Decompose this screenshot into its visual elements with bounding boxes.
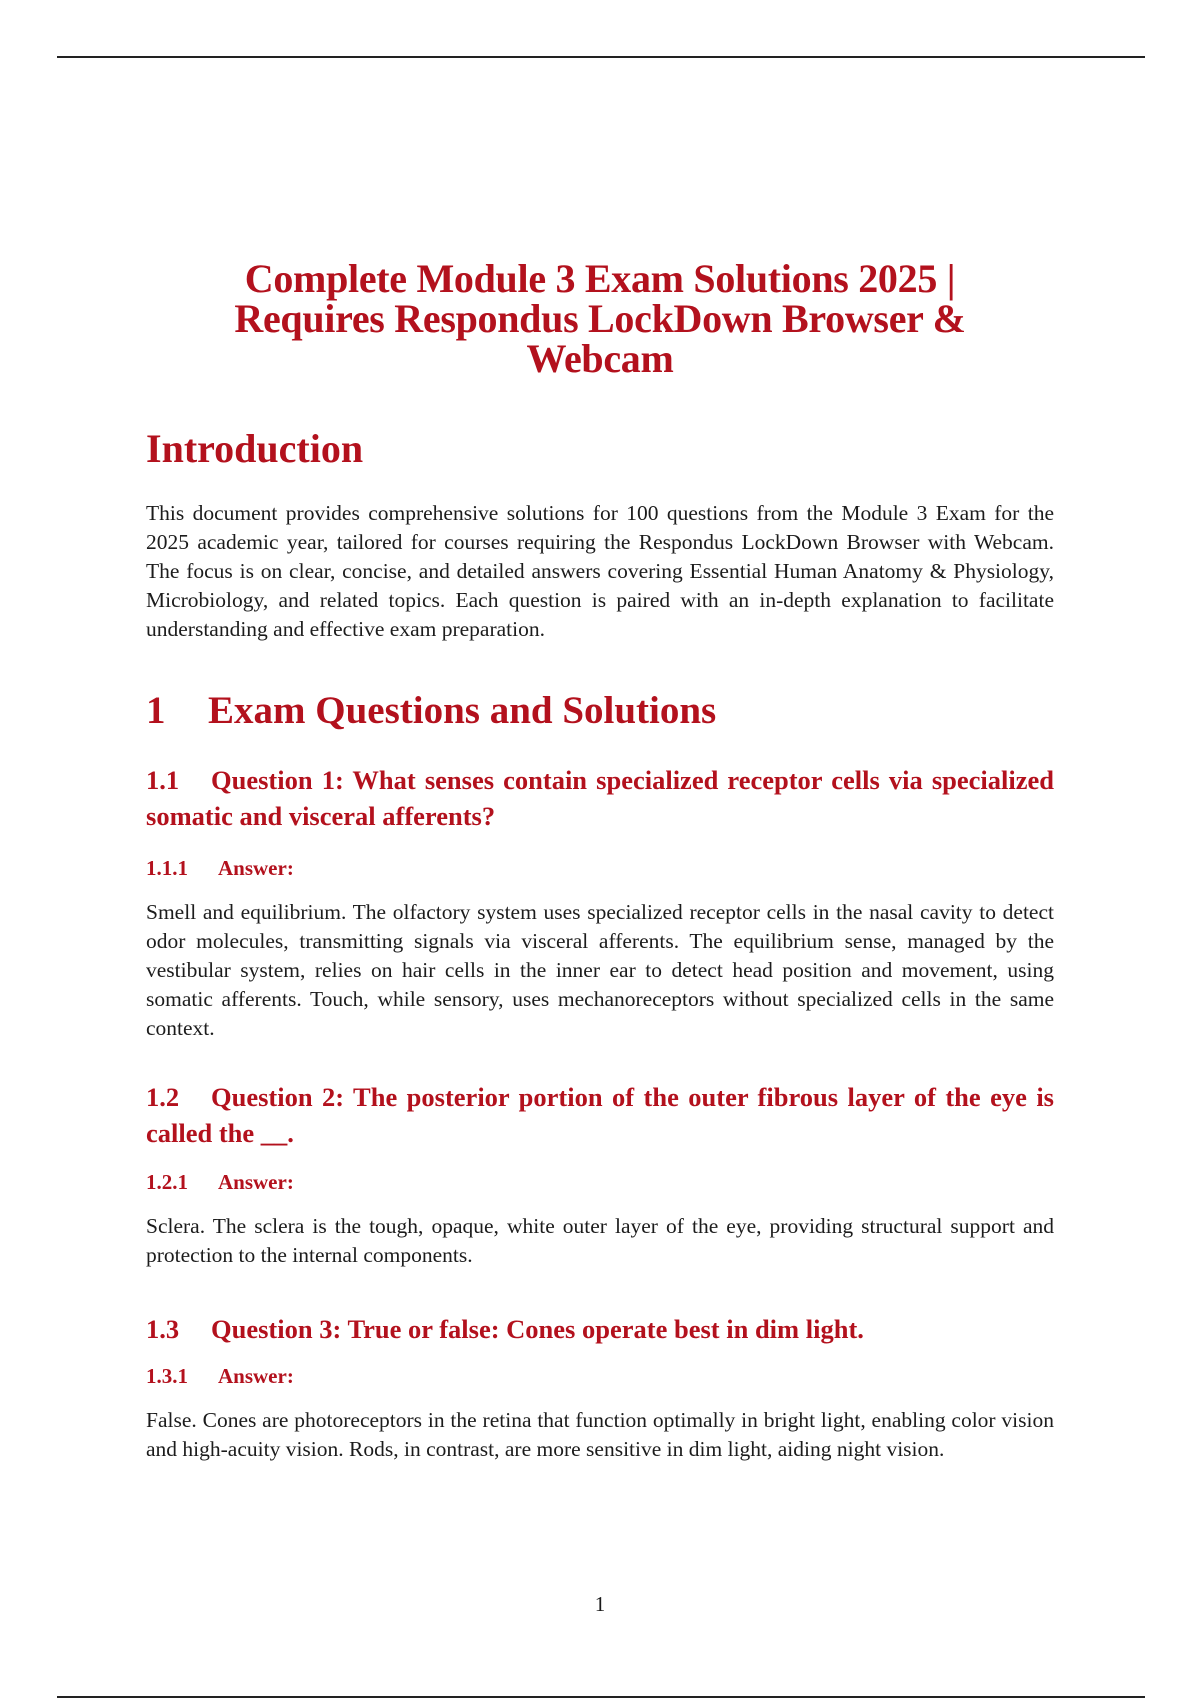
answer-label: Answer: <box>218 1364 294 1388</box>
question-number: 1.1 <box>146 765 180 795</box>
footer-rule <box>57 1696 1145 1698</box>
question-text: Question 1: What senses contain specialized receptor cells via specialized somatic and visceral afferents? <box>146 765 1054 831</box>
title-line: Requires Respondus LockDown Browser & <box>234 295 966 341</box>
introduction-heading: Introduction <box>146 426 364 471</box>
question-heading <box>146 762 1054 834</box>
section-title: Exam Questions and Solutions <box>208 689 717 732</box>
answer-heading <box>146 1362 294 1390</box>
question-text: Question 2: The posterior portion of the outer fibrous layer of the eye is called the __. <box>146 1082 1054 1148</box>
answer-heading <box>146 1168 294 1196</box>
section-heading <box>146 688 716 734</box>
answer-number: 1.2.1 <box>146 1170 188 1194</box>
question-heading <box>146 1311 1054 1347</box>
question-heading <box>146 1079 1054 1151</box>
answer-paragraph: Smell and equilibrium. The olfactory system uses specialized receptor cells in the nasal cavity to detect odor molecules, transmitting signals via visceral afferents. The equilibrium sense, managed by the vestibular system, relies on hair cells in the inner ear to detect head position and movement, using somatic afferents. Touch, while sensory, uses mechanoreceptors without specialized cells in the same context. <box>146 900 1054 1040</box>
question-text: Question 3: True or false: Cones operate best in dim light. <box>211 1314 864 1344</box>
title-line: Complete Module 3 Exam Solutions 2025 | <box>244 255 956 301</box>
title-line: Webcam <box>526 335 674 381</box>
answer-number: 1.3.1 <box>146 1364 188 1388</box>
question-number: 1.2 <box>146 1082 180 1112</box>
answer-heading <box>146 854 294 882</box>
answer-number: 1.1.1 <box>146 856 188 880</box>
answer-label: Answer: <box>218 856 294 880</box>
page-number: 1 <box>594 1592 606 1616</box>
answer-label: Answer: <box>218 1170 294 1194</box>
answer-paragraph: Sclera. The sclera is the tough, opaque, white outer layer of the eye, providing structural support and protection to the internal components. <box>146 1214 1054 1267</box>
section-number: 1 <box>146 689 166 732</box>
answer-paragraph: False. Cones are photoreceptors in the retina that function optimally in bright light, enabling color vision and high-acuity vision. Rods, in contrast, are more sensitive in dim light, aiding night vision. <box>146 1408 1054 1461</box>
document-title <box>146 255 1054 381</box>
introduction-paragraph: This document provides comprehensive solutions for 100 questions from the Module 3 Exam for the 2025 academic year, tailored for courses requiring the Respondus LockDown Browser with Webcam. The focus is on clear, concise, and detailed answers covering Essential Human Anatomy & Physiology, Microbiology, and related topics. Each question is paired with an in-depth explanation to facilitate understanding and effective exam preparation. <box>146 501 1054 641</box>
header-rule <box>57 56 1145 58</box>
question-number: 1.3 <box>146 1314 180 1344</box>
